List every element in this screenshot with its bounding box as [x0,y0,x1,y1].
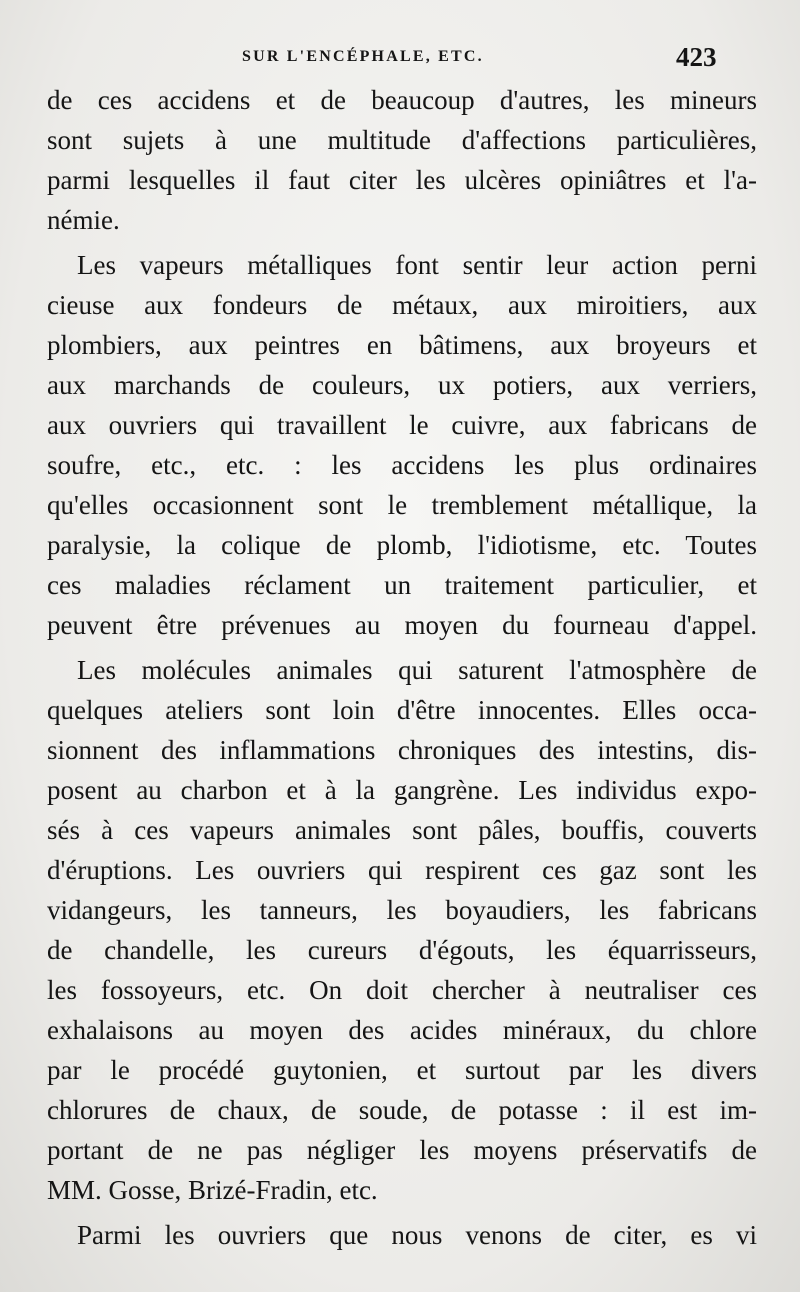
text-line: de ces accidens et de beaucoup d'autres, les mineurs [47,85,757,115]
text-line: sont sujets à une multitude d'affections particulières, [47,125,757,155]
text-line: par le procédé guytonien, et surtout par les divers [47,1055,757,1085]
text-line: Les vapeurs métalliques font sentir leur action perni [77,250,757,280]
text-line: aux marchands de couleurs, ux potiers, aux verriers, [47,370,757,400]
text-line: sionnent des inflammations chroniques des intestins, dis- [47,735,757,765]
text-line: némie. [47,205,120,235]
text-line: de chandelle, les cureurs d'égouts, les équarrisseurs, [47,935,757,965]
text-line: posent au charbon et à la gangrène. Les individus expo- [47,775,757,805]
page-number: 423 [676,42,717,72]
text-line: ces maladies réclament un traitement particulier, et [47,570,757,600]
text-line: soufre, etc., etc. : les accidens les plus ordinaires [47,450,757,480]
text-line: sés à ces vapeurs animales sont pâles, bouffis, couverts [47,815,757,845]
text-line: parmi lesquelles il faut citer les ulcères opiniâtres et l'a- [47,165,757,195]
text-line: vidangeurs, les tanneurs, les boyaudiers, les fabricans [47,895,757,925]
text-line: chlorures de chaux, de soude, de potasse : il est im- [47,1095,757,1125]
text-line: plombiers, aux peintres en bâtimens, aux broyeurs et [47,330,757,360]
text-line: portant de ne pas négliger les moyens préservatifs de [47,1135,757,1165]
page-header [0,42,800,82]
text-line: aux ouvriers qui travaillent le cuivre, aux fabricans de [47,410,757,440]
text-line: Les molécules animales qui saturent l'atmosphère de [77,655,757,685]
text-line: exhalaisons au moyen des acides minéraux, du chlore [47,1015,757,1045]
text-line: d'éruptions. Les ouvriers qui respirent ces gaz sont les [47,855,757,885]
text-line: les fossoyeurs, etc. On doit chercher à neutraliser ces [47,975,757,1005]
text-line: peuvent être prévenues au moyen du fourneau d'appel. [47,610,757,640]
text-line: cieuse aux fondeurs de métaux, aux miroitiers, aux [47,290,757,320]
running-head: SUR L'ENCÉPHALE, ETC. [242,48,484,65]
text-line: Parmi les ouvriers que nous venons de citer, es vi [77,1220,757,1250]
text-line: MM. Gosse, Brizé-Fradin, etc. [47,1175,378,1205]
text-line: qu'elles occasionnent sont le tremblement métallique, la [47,490,757,520]
text-line: quelques ateliers sont loin d'être innocentes. Elles occa- [47,695,757,725]
text-line: paralysie, la colique de plomb, l'idiotisme, etc. Toutes [47,530,757,560]
